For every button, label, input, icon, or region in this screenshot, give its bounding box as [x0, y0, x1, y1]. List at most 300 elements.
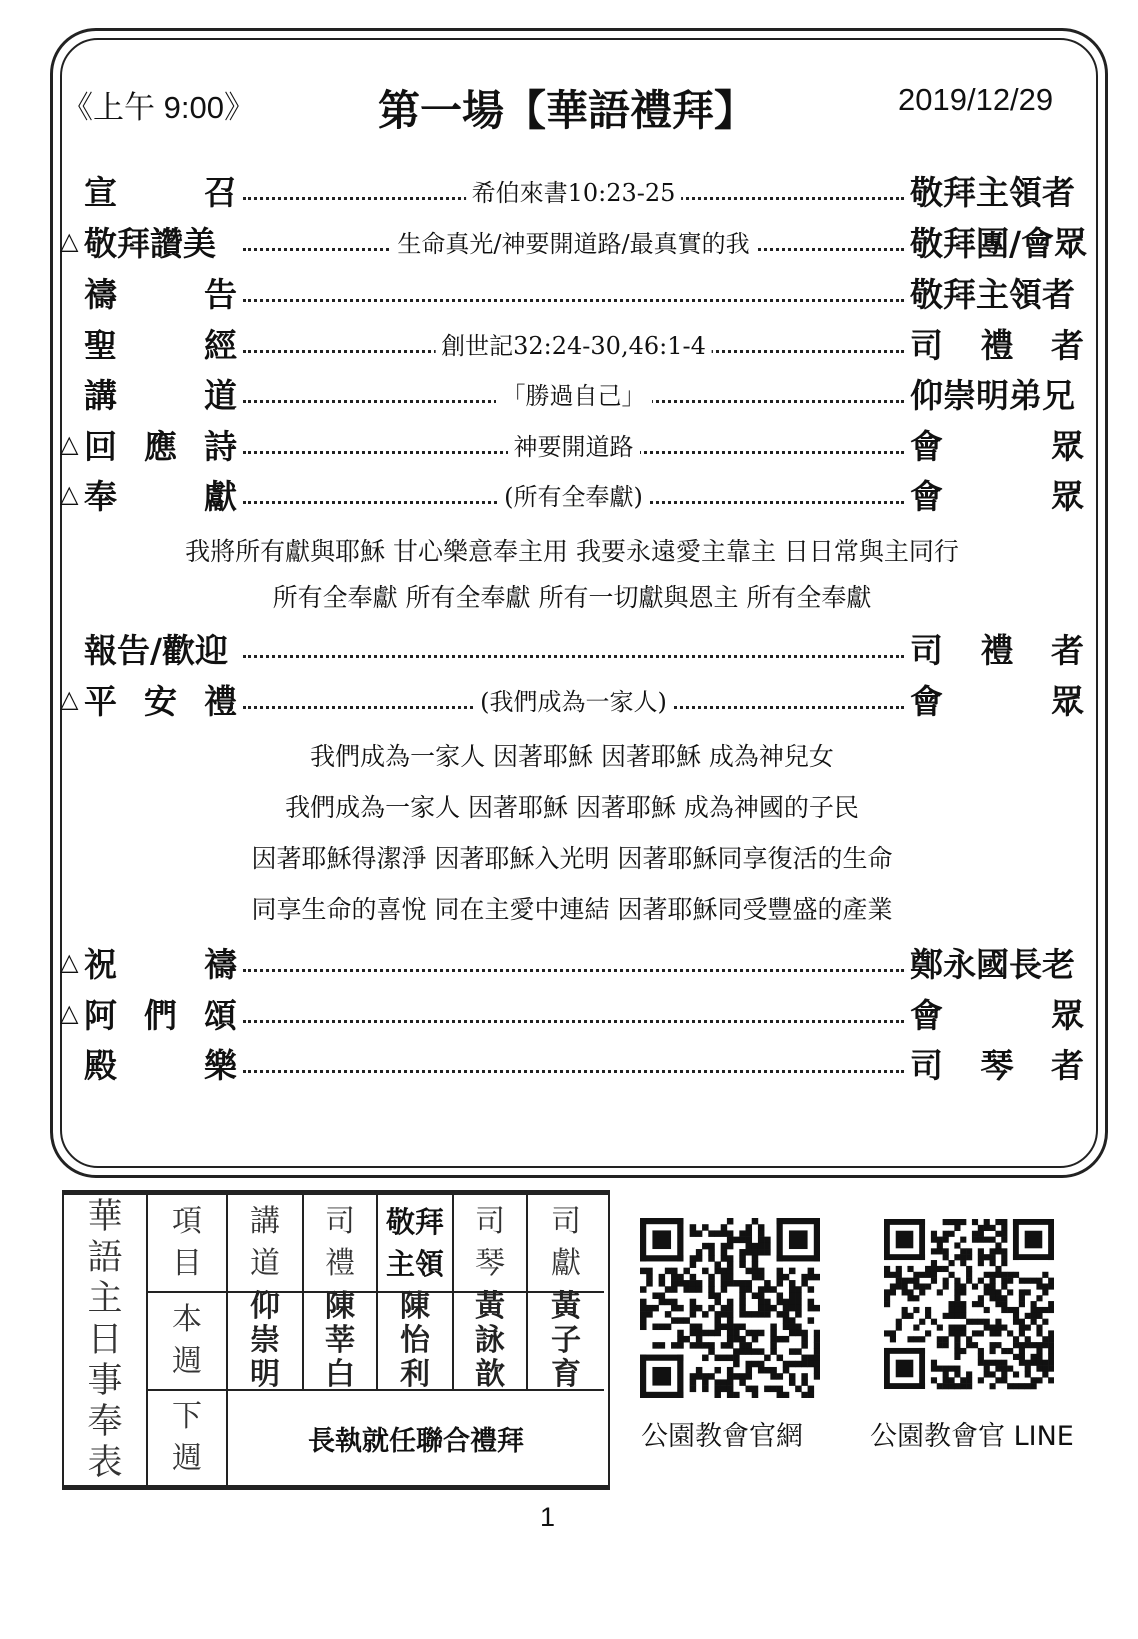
qr-finder [640, 1392, 683, 1398]
qr-module [1001, 1225, 1007, 1231]
qr-module [777, 1355, 784, 1362]
qr-module [783, 1305, 790, 1312]
label-char: 應 [144, 426, 177, 466]
qr-module [795, 1292, 802, 1299]
qr-module [696, 1367, 703, 1374]
qr-module [721, 1305, 728, 1312]
qr-module [907, 1289, 913, 1295]
item-label-text [80, 990, 237, 1037]
item-label [60, 987, 237, 1039]
peace-lyric-line: 我們成為一家人 因著耶穌 因著耶穌 成為神國的子民 [285, 793, 859, 822]
qr-module [783, 1299, 790, 1306]
qr-module [1007, 1307, 1013, 1313]
qr-module [665, 1324, 672, 1331]
label-char: 頌 [204, 995, 237, 1035]
qr-module [954, 1278, 960, 1284]
qr-module [948, 1219, 954, 1225]
item-person [910, 468, 1084, 520]
qr-module [721, 1224, 728, 1231]
qr-module [1001, 1377, 1007, 1383]
person-char: 敬拜團/會眾 [910, 223, 1088, 263]
qr-module [954, 1283, 960, 1289]
qr-module [708, 1230, 715, 1237]
qr-module [978, 1377, 984, 1383]
order-item [60, 673, 1084, 725]
qr-finder [1013, 1219, 1019, 1260]
qr-module [752, 1311, 759, 1318]
qr-module [978, 1248, 984, 1254]
qr-module [690, 1274, 697, 1281]
qr-module [943, 1342, 949, 1348]
qr-module [1042, 1307, 1048, 1313]
qr-module [739, 1237, 746, 1244]
qr-module [931, 1237, 937, 1243]
qr-module [1036, 1313, 1042, 1319]
qr-module [702, 1342, 709, 1349]
qr-module [937, 1366, 943, 1372]
qr-module [808, 1268, 815, 1275]
qr-module [1013, 1272, 1019, 1278]
roster-this-week-label-text: 本 [172, 1302, 202, 1337]
roster-name [378, 1289, 454, 1392]
qr-module [801, 1392, 808, 1398]
qr-module [764, 1386, 771, 1393]
qr-module [814, 1336, 820, 1343]
qr-module [659, 1299, 666, 1306]
qr-module [919, 1319, 925, 1325]
qr-module [727, 1379, 734, 1386]
label-char: 敬拜讚美 [84, 223, 216, 263]
qr-module [752, 1274, 759, 1281]
person-char: 眾 [1051, 681, 1084, 721]
qr-module [640, 1286, 647, 1293]
qr-module [937, 1325, 943, 1331]
qr-module [884, 1330, 890, 1336]
qr-module [943, 1336, 949, 1342]
qr-module [902, 1283, 908, 1289]
qr-module [727, 1243, 734, 1250]
qr-module [931, 1319, 937, 1325]
qr-module [721, 1342, 728, 1349]
roster-role-text: 琴 [475, 1246, 505, 1281]
qr-module [1007, 1366, 1013, 1372]
qr-module [770, 1342, 777, 1349]
qr-module [739, 1311, 746, 1318]
qr-module [770, 1386, 777, 1393]
roster-table [62, 1190, 610, 1490]
qr-module [960, 1254, 966, 1260]
qr-module [746, 1373, 753, 1380]
qr-module [925, 1266, 931, 1272]
roster-this-week-label-text: 週 [172, 1344, 202, 1379]
qr-module [966, 1266, 972, 1272]
qr-module [801, 1336, 808, 1343]
roster-role-text: 講 [250, 1204, 280, 1239]
label-char: 經 [204, 325, 237, 365]
qr-module [789, 1268, 796, 1275]
qr-module [652, 1292, 659, 1299]
order-item [60, 317, 1084, 369]
qr-module [978, 1354, 984, 1360]
qr-module [801, 1342, 808, 1349]
qr-module [990, 1360, 996, 1366]
qr-module [739, 1292, 746, 1299]
item-label-text [80, 471, 237, 518]
item-label-text [60, 625, 237, 672]
qr-module [801, 1373, 808, 1380]
qr-module [783, 1367, 790, 1374]
qr-module [727, 1237, 734, 1244]
qr-module [995, 1325, 1001, 1331]
qr-module [690, 1224, 697, 1231]
qr-finder-center [896, 1360, 914, 1378]
qr-module [966, 1272, 972, 1278]
qr-module [978, 1319, 984, 1325]
label-char: 告 [204, 274, 237, 314]
qr-finder-center [896, 1231, 914, 1249]
order-item [60, 987, 1084, 1039]
qr-module [659, 1280, 666, 1287]
label-char: 祝 [84, 944, 117, 984]
qr-module [913, 1272, 919, 1278]
qr-module [937, 1289, 943, 1295]
qr-module [1048, 1278, 1054, 1284]
qr-module [1048, 1330, 1054, 1336]
qr-module [937, 1336, 943, 1342]
qr-module [814, 1342, 820, 1349]
qr-module [795, 1305, 802, 1312]
roster-role-text: 道 [250, 1246, 280, 1281]
qr-module [990, 1289, 996, 1295]
qr-module [801, 1274, 808, 1281]
qr-module [727, 1386, 734, 1393]
qr-module [943, 1366, 949, 1372]
qr-module [690, 1311, 697, 1318]
qr-module [690, 1386, 697, 1393]
item-detail: (我們成為一家人) [474, 682, 673, 717]
qr-module [954, 1313, 960, 1319]
qr-finder [884, 1219, 890, 1260]
qr-module [1036, 1325, 1042, 1331]
qr-module [727, 1230, 734, 1237]
qr-module [727, 1218, 734, 1225]
qr-module [714, 1268, 721, 1275]
qr-module [954, 1330, 960, 1336]
qr-module [1025, 1366, 1031, 1372]
qr-module [995, 1231, 1001, 1237]
qr-module [739, 1249, 746, 1256]
qr-module [1025, 1371, 1031, 1377]
roster-header-label-text: 目 [172, 1246, 202, 1281]
roster-role-text: 司 [551, 1204, 581, 1239]
qr-module [1013, 1371, 1019, 1377]
qr-module [943, 1219, 949, 1225]
roster-title-char: 主 [87, 1278, 123, 1319]
qr-module [995, 1289, 1001, 1295]
qr-module [890, 1272, 896, 1278]
qr-module [671, 1317, 678, 1324]
qr-module [671, 1280, 678, 1287]
order-item [60, 215, 1088, 267]
qr-module [808, 1299, 815, 1306]
qr-module [721, 1230, 728, 1237]
dot-leader [237, 164, 910, 216]
qr-module [1001, 1307, 1007, 1313]
qr-module [696, 1286, 703, 1293]
qr-module [919, 1272, 925, 1278]
qr-module [690, 1286, 697, 1293]
label-char: 講 [84, 375, 117, 415]
qr-module [727, 1274, 734, 1281]
roster-next-week-label [148, 1391, 228, 1485]
qr-module [789, 1348, 796, 1355]
item-detail: (所有全奉獻) [498, 477, 649, 512]
qr-module [770, 1286, 777, 1293]
qr-module [801, 1330, 808, 1337]
triangle-mark: △ [60, 430, 79, 458]
qr-module [789, 1317, 796, 1324]
qr-module [1019, 1354, 1025, 1360]
qr-module [777, 1299, 784, 1306]
qr-module [640, 1324, 647, 1331]
label-char: 詩 [204, 426, 237, 466]
qr-module [907, 1295, 913, 1301]
service-date: 2019/12/29 [898, 82, 1054, 117]
qr-module [690, 1255, 697, 1262]
qr-module [696, 1255, 703, 1262]
qr-module [995, 1266, 1001, 1272]
qr-module [960, 1377, 966, 1383]
qr-module [925, 1313, 931, 1319]
order-item [60, 1037, 1084, 1089]
qr-module [659, 1324, 666, 1331]
item-label-text [60, 320, 237, 367]
qr-module [721, 1268, 728, 1275]
qr-module [677, 1342, 684, 1349]
qr-module [931, 1260, 937, 1266]
qr-module [1042, 1342, 1048, 1348]
qr-module [919, 1289, 925, 1295]
roster-title-char: 事 [87, 1360, 123, 1401]
qr-module [739, 1230, 746, 1237]
qr-module [714, 1311, 721, 1318]
qr-module [913, 1278, 919, 1284]
qr-module [714, 1330, 721, 1337]
person-char: 眾 [1051, 476, 1084, 516]
qr-finder [777, 1218, 783, 1261]
qr-module [907, 1313, 913, 1319]
qr-module [733, 1336, 740, 1343]
triangle-mark: △ [60, 685, 79, 713]
qr-module [789, 1305, 796, 1312]
roster-role-text: 獻 [551, 1246, 581, 1281]
qr-module [770, 1336, 777, 1343]
qr-module [978, 1231, 984, 1237]
item-label [60, 164, 237, 216]
qr-module [1013, 1354, 1019, 1360]
qr-module [746, 1311, 753, 1318]
qr-module [896, 1283, 902, 1289]
qr-module [733, 1355, 740, 1362]
qr-module [746, 1286, 753, 1293]
qr-module [671, 1299, 678, 1306]
label-char: 樂 [204, 1045, 237, 1085]
qr-module [677, 1274, 684, 1281]
qr-module [696, 1280, 703, 1287]
qr-module [966, 1319, 972, 1325]
qr-module [683, 1280, 690, 1287]
qr-module [708, 1305, 715, 1312]
qr-module [646, 1268, 653, 1275]
line-qr-code[interactable] [884, 1218, 1064, 1398]
qr-module [943, 1266, 949, 1272]
qr-module [801, 1355, 808, 1362]
qr-module [801, 1379, 808, 1386]
qr-module [777, 1280, 784, 1287]
qr-module [966, 1342, 972, 1348]
qr-finder [919, 1219, 925, 1260]
item-person [910, 673, 1084, 725]
dot-leader [237, 317, 910, 369]
qr-module [1042, 1283, 1048, 1289]
qr-module [984, 1307, 990, 1313]
offering-lyric-line: 所有全奉獻 所有全奉獻 所有一切獻與恩主 所有全奉獻 [272, 583, 872, 612]
qr-module [789, 1373, 796, 1380]
item-person [910, 266, 1084, 318]
qr-module [1025, 1313, 1031, 1319]
qr-module [708, 1249, 715, 1256]
qr-module [777, 1336, 784, 1343]
qr-module [931, 1360, 937, 1366]
qr-module [708, 1255, 715, 1262]
item-label-text [80, 939, 237, 986]
qr-module [1048, 1301, 1054, 1307]
qr-module [646, 1305, 653, 1312]
roster-role [528, 1195, 604, 1293]
qr-module [937, 1383, 943, 1389]
qr-finder [884, 1383, 925, 1389]
qr-module [746, 1280, 753, 1287]
item-person [910, 317, 1084, 369]
roster-title-char: 華 [87, 1196, 123, 1237]
qr-module [1048, 1360, 1054, 1366]
qr-module [677, 1336, 684, 1343]
qr-module [727, 1280, 734, 1287]
page-number: 1 [540, 1502, 556, 1532]
qr-module [954, 1295, 960, 1301]
qr-module [808, 1305, 815, 1312]
qr-module [995, 1248, 1001, 1254]
qr-module [721, 1386, 728, 1393]
qr-module [995, 1319, 1001, 1325]
roster-name-text: 黃 [475, 1289, 505, 1324]
qr-module [758, 1224, 765, 1231]
qr-module [972, 1283, 978, 1289]
service-title: 第一場【華語禮拜】 [378, 86, 757, 135]
qr-module [733, 1361, 740, 1368]
qr-module [671, 1286, 678, 1293]
qr-module [1001, 1325, 1007, 1331]
qr-finder-center [1025, 1231, 1043, 1249]
label-char: 阿 [84, 995, 117, 1035]
qr-module [925, 1283, 931, 1289]
qr-module [972, 1231, 978, 1237]
qr-module [960, 1383, 966, 1389]
qr-module [640, 1311, 647, 1318]
roster-this-week-label [148, 1293, 228, 1391]
qr-module [931, 1231, 937, 1237]
qr-module [1001, 1283, 1007, 1289]
qr-module [1036, 1348, 1042, 1354]
qr-module [1048, 1283, 1054, 1289]
qr-module [1013, 1307, 1019, 1313]
qr-module [1001, 1248, 1007, 1254]
qr-module [752, 1361, 759, 1368]
qr-module [721, 1286, 728, 1293]
qr-module [708, 1274, 715, 1281]
label-char: 道 [204, 375, 237, 415]
qr-module [714, 1386, 721, 1393]
qr-module [739, 1336, 746, 1343]
qr-finder [1048, 1219, 1054, 1260]
qr-module [652, 1342, 659, 1349]
triangle-mark: △ [60, 480, 79, 508]
qr-module [990, 1260, 996, 1266]
roster-next-week-label-text: 下 [172, 1399, 202, 1434]
qr-module [770, 1373, 777, 1380]
qr-module [746, 1249, 753, 1256]
item-person [910, 164, 1084, 216]
item-person [910, 215, 1088, 267]
qr-module [943, 1377, 949, 1383]
website-qr-caption: 公園教會官網 [641, 1421, 803, 1452]
qr-module [948, 1231, 954, 1237]
website-qr-code[interactable] [640, 1218, 820, 1398]
qr-module [727, 1392, 734, 1398]
qr-module [752, 1218, 759, 1225]
qr-module [948, 1383, 954, 1389]
qr-module [1036, 1278, 1042, 1284]
qr-module [814, 1305, 820, 1312]
qr-finder [884, 1254, 925, 1260]
qr-module [896, 1266, 902, 1272]
qr-module [690, 1280, 697, 1287]
item-person [910, 936, 1084, 988]
qr-module [931, 1278, 937, 1284]
qr-module [758, 1292, 765, 1299]
qr-module [758, 1348, 765, 1355]
person-char: 司 [910, 1045, 943, 1085]
qr-module [937, 1242, 943, 1248]
item-person [910, 1037, 1084, 1089]
roster-role [304, 1195, 378, 1293]
qr-module [708, 1373, 715, 1380]
item-detail: 生命真光/神要開道路/最真實的我 [391, 224, 755, 259]
qr-module [1036, 1342, 1042, 1348]
qr-module [764, 1249, 771, 1256]
qr-module [972, 1330, 978, 1336]
item-label [60, 418, 237, 470]
qr-module [1007, 1330, 1013, 1336]
qr-module [972, 1301, 978, 1307]
qr-module [984, 1319, 990, 1325]
qr-module [984, 1225, 990, 1231]
qr-module [696, 1342, 703, 1349]
qr-module [948, 1301, 954, 1307]
qr-module [758, 1230, 765, 1237]
person-char: 會 [910, 995, 943, 1035]
qr-module [1025, 1289, 1031, 1295]
